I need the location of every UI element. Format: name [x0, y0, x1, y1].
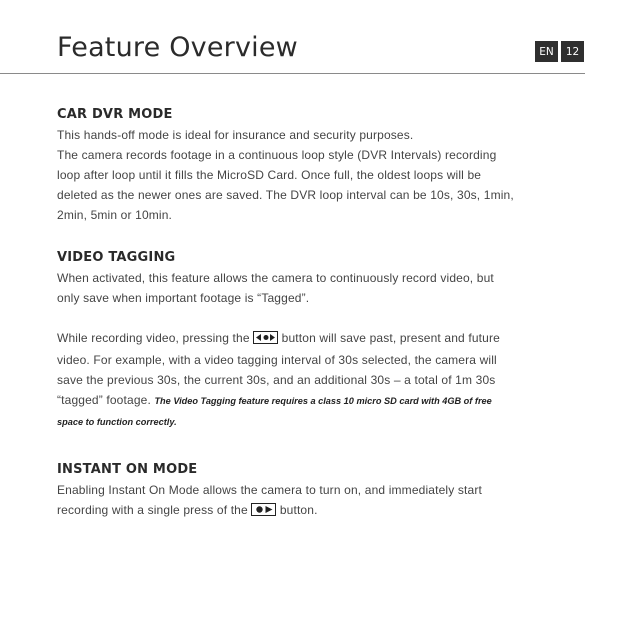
video-tagging-line [57, 411, 577, 432]
car-dvr-line: deleted as the newer ones are saved. The DVR loop interval can be 10s, 30s, 1min, [57, 188, 514, 202]
instant-on-section [57, 460, 577, 522]
video-tagging-text: button will save past, present and future [281, 331, 500, 345]
instant-on-text: recording with a single press of the [57, 503, 248, 517]
sd-card-note: space to function correctly. [57, 417, 177, 427]
car-dvr-line: 2min, 5min or 10min. [57, 208, 173, 222]
tag-button-icon [253, 330, 278, 350]
instant-on-heading: INSTANT ON MODE [57, 462, 198, 477]
video-tagging-line: video. For example, with a video tagging interval of 30s selected, the camera will [57, 353, 497, 367]
page-title: Feature Overview [57, 32, 298, 63]
car-dvr-line: loop after loop until it fills the MicroSD Card. Once full, the oldest loops will be [57, 168, 482, 182]
instant-on-line [57, 500, 577, 522]
instant-on-text: button. [279, 503, 318, 517]
header-divider [0, 73, 585, 74]
video-tagging-text: While recording video, pressing the [57, 331, 250, 345]
video-tagging-heading: VIDEO TAGGING [57, 250, 176, 265]
paragraph-spacer [57, 308, 577, 328]
video-tagging-line: only save when important footage is “Tagged”. [57, 291, 310, 305]
video-tagging-line [57, 328, 577, 350]
instant-on-line: Enabling Instant On Mode allows the camera to turn on, and immediately start [57, 483, 482, 497]
video-tagging-text: “tagged” footage. [57, 393, 151, 407]
language-badge: EN [535, 41, 558, 62]
video-tagging-section [57, 248, 577, 432]
video-tagging-line [57, 390, 577, 411]
car-dvr-heading: CAR DVR MODE [57, 107, 173, 122]
video-tagging-line: save the previous 30s, the current 30s, and an additional 30s – a total of 1m 30s [57, 373, 496, 387]
record-button-icon [251, 502, 276, 522]
car-dvr-line: This hands-off mode is ideal for insurance and security purposes. [57, 128, 414, 142]
page-number-badge: 12 [561, 41, 584, 62]
video-tagging-line: When activated, this feature allows the camera to continuously record video, but [57, 271, 494, 285]
page-badges [535, 41, 584, 62]
car-dvr-line: The camera records footage in a continuous loop style (DVR Intervals) recording [57, 148, 497, 162]
sd-card-note: The Video Tagging feature requires a class 10 micro SD card with 4GB of free [154, 396, 492, 406]
car-dvr-section [57, 105, 577, 225]
